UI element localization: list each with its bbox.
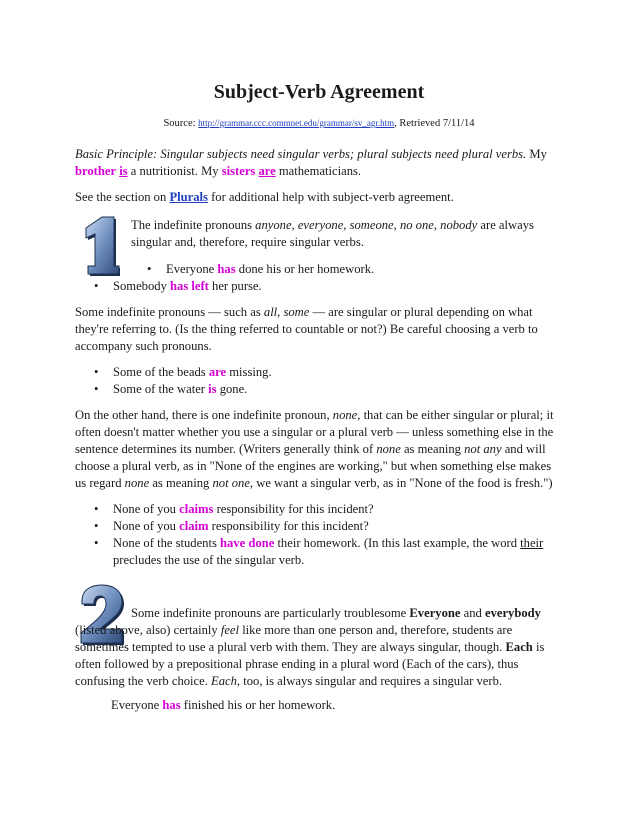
text: Everyone <box>409 606 461 620</box>
sisters-word: sisters <box>221 164 256 178</box>
text: her purse. <box>212 279 262 293</box>
text: Some indefinite pronouns are particularly troublesome <box>131 606 407 620</box>
list-item <box>75 501 565 518</box>
text: has <box>162 698 181 712</box>
text: have done <box>220 536 275 550</box>
text: (listed above, also) certainly <box>75 623 218 637</box>
text: we want a singular verb, as in "None of the food is fresh.") <box>256 476 553 490</box>
source-link[interactable]: http://grammar.ccc.commnet.edu/grammar/sv_agr.htm <box>198 118 395 128</box>
section-one-list-a <box>128 261 558 278</box>
some-list <box>75 364 565 398</box>
text: Everyone <box>166 262 215 276</box>
text: are always singular and, therefore, require singular verbs. <box>131 218 534 249</box>
plurals-paragraph <box>75 189 565 206</box>
number-one-icon <box>80 214 120 276</box>
section-one-list-b <box>75 278 565 295</box>
source-retrieved: , Retrieved 7/11/14 <box>394 118 475 129</box>
source-line <box>0 116 638 131</box>
basic-principle-text: Basic Principle: Singular subjects need singular verbs; plural subjects need plural verbs. <box>75 147 527 161</box>
section-two-paragraph <box>75 605 565 690</box>
text: Everyone <box>111 698 160 712</box>
plurals-link[interactable]: Plurals <box>169 190 208 204</box>
text: for additional help with subject-verb agreement. <box>211 190 454 204</box>
verb-has: has <box>217 262 236 276</box>
text: On the other hand, there is one indefinite pronoun, <box>75 408 330 422</box>
text: Each <box>505 640 533 654</box>
text: precludes the use of the singular verb. <box>113 553 305 567</box>
text: are <box>208 365 227 379</box>
list-item <box>75 518 565 535</box>
text: as meaning <box>152 476 210 490</box>
text: too, is always singular and requires a singular verb. <box>243 674 503 688</box>
list-item <box>128 261 558 278</box>
some-pronouns-paragraph <box>75 304 565 355</box>
pronoun-list: anyone, everyone, someone, no one, nobody <box>255 218 478 232</box>
text: that can be either singular or plural; it often doesn't matter whether you use a singular or a plural verb — unless something else in the sentence determines its number. (Writers generally think of <box>75 408 554 456</box>
text: and <box>463 606 482 620</box>
list-item <box>75 535 565 569</box>
text: their <box>520 536 544 550</box>
text: not one, <box>212 476 254 490</box>
list-item <box>75 278 565 295</box>
text: None of the students <box>113 536 217 550</box>
text: claim <box>179 519 209 533</box>
none-list <box>75 501 565 569</box>
text: none <box>376 442 401 456</box>
text: Some of the water <box>113 382 205 396</box>
text: and will choose a plural verb, as in "None of the engines are working," but when something else makes us regard <box>75 442 552 490</box>
none-paragraph <box>75 407 565 492</box>
text: — are singular or plural depending on what they're referring to. (Is the thing referred to countable or not?) Be careful choosing a verb to accompany such pronouns. <box>75 305 538 353</box>
text: their homework. (In this last example, the word <box>277 536 518 550</box>
text: all, some <box>263 305 310 319</box>
text: Some of the beads <box>113 365 206 379</box>
text: claims <box>179 502 214 516</box>
basic-principle-paragraph <box>75 146 565 180</box>
verb-are: are <box>258 164 276 178</box>
final-example <box>111 697 601 714</box>
text: None of you <box>113 502 176 516</box>
text: like more than one person and, therefore, students are sometimes tempted to use a plural verb with them. They are always singular, though. <box>75 623 513 654</box>
text: Somebody <box>113 279 167 293</box>
list-item <box>75 364 565 381</box>
text: responsibility for this incident? <box>211 519 369 533</box>
section-one-paragraph <box>131 217 551 251</box>
text: The indefinite pronouns <box>131 218 253 232</box>
text: as meaning <box>403 442 461 456</box>
text: done his or her homework. <box>238 262 375 276</box>
text: See the section on <box>75 190 167 204</box>
text: a nutritionist. My <box>130 164 219 178</box>
text: mathematicians. <box>278 164 362 178</box>
text: Some indefinite pronouns — such as <box>75 305 261 319</box>
text: Each, <box>211 674 241 688</box>
text: missing. <box>229 365 272 379</box>
page-title: Subject-Verb Agreement <box>213 81 425 103</box>
text: is <box>208 382 217 396</box>
list-item <box>75 381 565 398</box>
text: none <box>124 476 150 490</box>
text: is often followed by a prepositional phrase ending in a plural word (Each of the cars), thus confusing the verb choice. <box>75 640 545 688</box>
text: finished his or her homework. <box>183 698 336 712</box>
text: None of you <box>113 519 176 533</box>
text: everybody <box>484 606 541 620</box>
text: feel <box>220 623 240 637</box>
text: none, <box>332 408 361 422</box>
brother-word: brother <box>75 164 117 178</box>
text: My <box>529 147 547 161</box>
text: not any <box>464 442 502 456</box>
text: responsibility for this incident? <box>216 502 374 516</box>
verb-has-left: has left <box>170 279 209 293</box>
text: gone. <box>219 382 248 396</box>
source-prefix: Source: <box>163 118 196 129</box>
verb-is: is <box>119 164 128 178</box>
